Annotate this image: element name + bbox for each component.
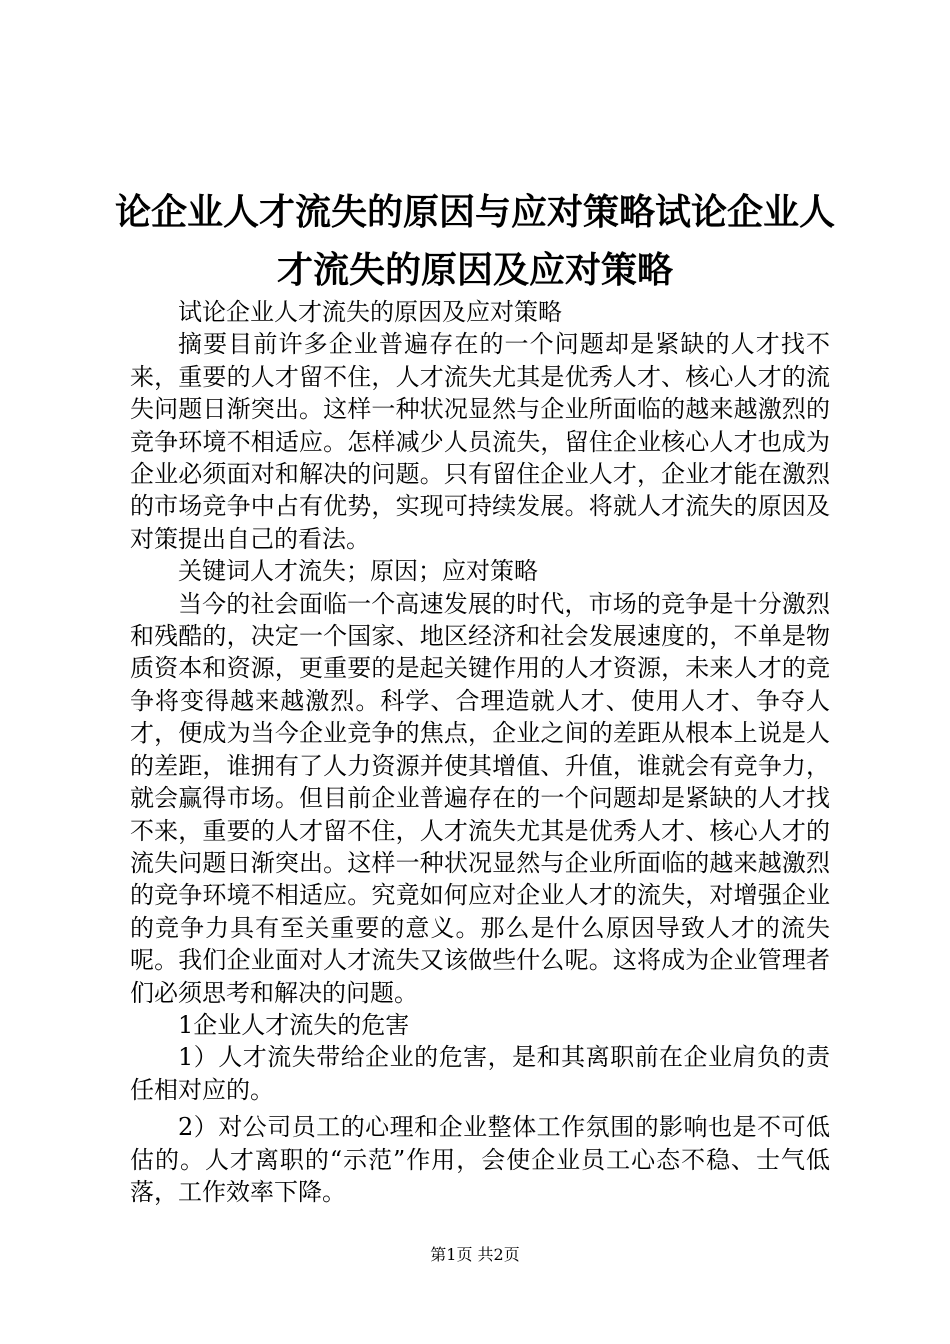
document-body: [130, 296, 830, 1208]
paragraph-keywords: 关键词人才流失；原因；应对策略: [178, 557, 538, 586]
paragraph-section-heading: 1企业人才流失的危害: [178, 1010, 410, 1039]
paragraph-abstract: 摘要目前许多企业普遍存在的一个问题却是紧缺的人才找不来，重要的人才留不住，人才流失尤其是优秀人才、核心人才的流失问题日渐突出。这样一种状况显然与企业所面临的越来越激烈的竞争环境不相适应。怎样减少人员流失，留住企业核心人才也成为企业必须面对和解决的问题。只有留住企业人才，企业才能在激烈的市场竞争中占有优势，实现可持续发展。将就人才流失的原因及对策提出自己的看法。: [130, 330, 830, 553]
paragraph-introduction: 当今的社会面临一个高速发展的时代，市场的竞争是十分激烈和残酷的，决定一个国家、地区经济和社会发展速度的，不单是物质资本和资源，更重要的是起关键作用的人才资源，未来人才的竞争将变得越来越激烈。科学、合理造就人才、使用人才、争夺人才，便成为当今企业竞争的焦点，企业之间的差距从根本上说是人的差距，谁拥有了人力资源并使其增值、升值，谁就会有竞争力，就会赢得市场。但目前企业普遍存在的一个问题却是紧缺的人才找不来，重要的人才留不住，人才流失尤其是优秀人才、核心人才的流失问题日渐突出。这样一种状况显然与企业所面临的越来越激烈的竞争环境不相适应。究竟如何应对企业人才的流失，对增强企业的竞争力具有至关重要的意义。那么是什么原因导致人才的流失呢。我们企业面对人才流失又该做些什么呢。这将成为企业管理者们必须思考和解决的问题。: [130, 589, 830, 1007]
document-title: 论企业人才流失的原因与应对策略试论企业人才流失的原因及应对策略: [114, 191, 835, 291]
page-footer: 第1页 共2页: [430, 1245, 520, 1264]
paragraph-subtitle: 试论企业人才流失的原因及应对策略: [178, 298, 562, 326]
paragraph-point-2: 2）对公司员工的心理和企业整体工作氛围的影响也是不可低估的。人才离职的“示范”作用，会使企业员工心态不稳、士气低落，工作效率下降。: [130, 1113, 830, 1206]
paragraph-point-1: 1）人才流失带给企业的危害，是和其离职前在企业肩负的责任相对应的。: [130, 1043, 830, 1104]
